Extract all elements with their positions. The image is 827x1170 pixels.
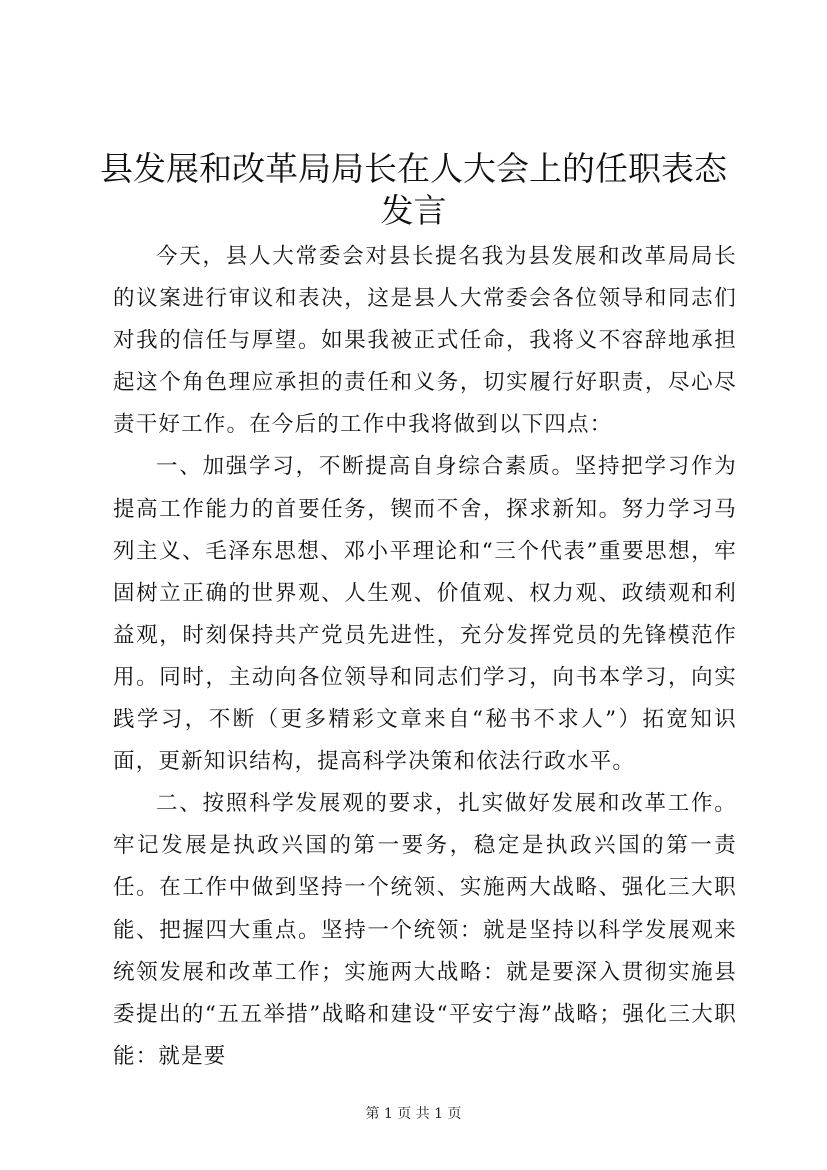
paragraph-point-one: 一、加强学习，不断提高自身综合素质。坚持把学习作为提高工作能力的首要任务，锲而不舍，探求新知。努力学习马列主义、毛泽东思想、邓小平理论和“三个代表”重要思想，牢固树立正确的世界观、人生观、价值观、权力观、政绩观和利益观，时刻保持共产党员先进性，充分发挥党员的先锋模范作用。同时，主动向各位领导和同志们学习，向书本学习，向实践学习，不断（更多精彩文章来自“秘书不求人”）拓宽知识面，更新知识结构，提高科学决策和依法行政水平。	[113, 454, 737, 775]
paragraph-intro: 今天，县人大常委会对县长提名我为县发展和改革局局长的议案进行审议和表决，这是县人大常委会各位领导和同志们对我的信任与厚望。如果我被正式任命，我将义不容辞地承担起这个角色理应承担的责任和义务，切实履行好职责，尽心尽责干好工作。在今后的工作中我将做到以下四点：	[113, 244, 737, 438]
paragraph-point-two: 二、按照科学发展观的要求，扎实做好发展和改革工作。牢记发展是执政兴国的第一要务，稳定是执政兴国的第一责任。在工作中做到坚持一个统领、实施两大战略、强化三大职能、把握四大重点。坚持一个统领：就是坚持以科学发展观来统领发展和改革工作；实施两大战略：就是要深入贯彻实施县委提出的“五五举措”战略和建设“平安宁海”战略；强化三大职能：就是要	[113, 791, 737, 1069]
document-title: 县发展和改革局局长在人大会上的任职表态发言	[100, 149, 727, 230]
document-body	[113, 236, 737, 1078]
page-footer: 第 1 页 共 1 页	[365, 1106, 462, 1122]
